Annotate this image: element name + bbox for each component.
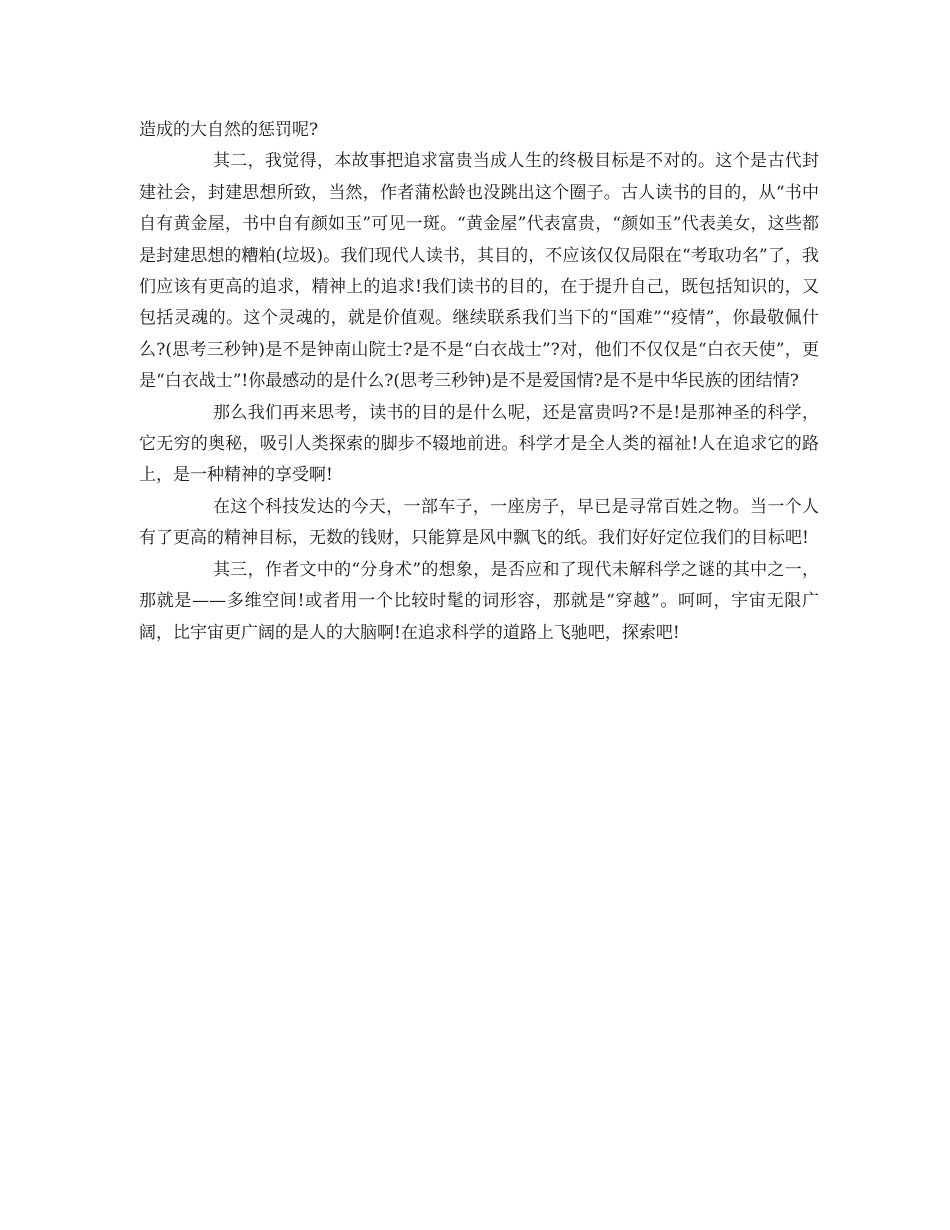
paragraph-spiritual-goals: 在这个科技发达的今天，一部车子，一座房子，早已是寻常百姓之物。当一个人有了更高的精神目标，无数的钱财，只能算是风中飘飞的纸。我们好好定位我们的目标吧! <box>139 496 819 549</box>
paragraph-continuation: 造成的大自然的惩罚呢? <box>139 120 319 140</box>
paragraph-point-three: 其三，作者文中的“分身术”的想象，是否应和了现代未解科学之谜的其中之一，那就是——多维空间!或者用一个比较时髦的词形容，那就是“穿越”。呵呵，宇宙无限广阔，比宇宙更广阔的是人的大脑啊!在追求科学的道路上飞驰吧，探索吧! <box>139 559 819 643</box>
paragraph-purpose-of-reading: 那么我们再来思考，读书的目的是什么呢，还是富贵吗?不是!是那神圣的科学，它无穷的奥秘，吸引人类探索的脚步不辍地前进。科学才是全人类的福祉!人在追求它的路上，是一种精神的享受啊! <box>139 402 819 486</box>
document-body <box>139 115 819 649</box>
paragraph-point-two: 其二，我觉得，本故事把追求富贵当成人生的终极目标是不对的。这个是古代封建社会，封建思想所致，当然，作者蒲松龄也没跳出这个圈子。古人读书的目的，从“书中自有黄金屋，书中自有颜如玉”可见一斑。“黄金屋”代表富贵，“颜如玉”代表美女，这些都是封建思想的糟粕(垃圾)。我们现代人读书，其目的，不应该仅仅局限在“考取功名”了，我们应该有更高的追求，精神上的追求!我们读书的目的，在于提升自己，既包括知识的，又包括灵魂的。这个灵魂的，就是价值观。继续联系我们当下的“国难”“疫情”，你最敬佩什么?(思考三秒钟)是不是钟南山院士?是不是“白衣战士”?对，他们不仅仅是“白衣天使”，更是“白衣战士”!你最感动的是什么?(思考三秒钟)是不是爱国情?是不是中华民族的团结情? <box>139 151 819 392</box>
